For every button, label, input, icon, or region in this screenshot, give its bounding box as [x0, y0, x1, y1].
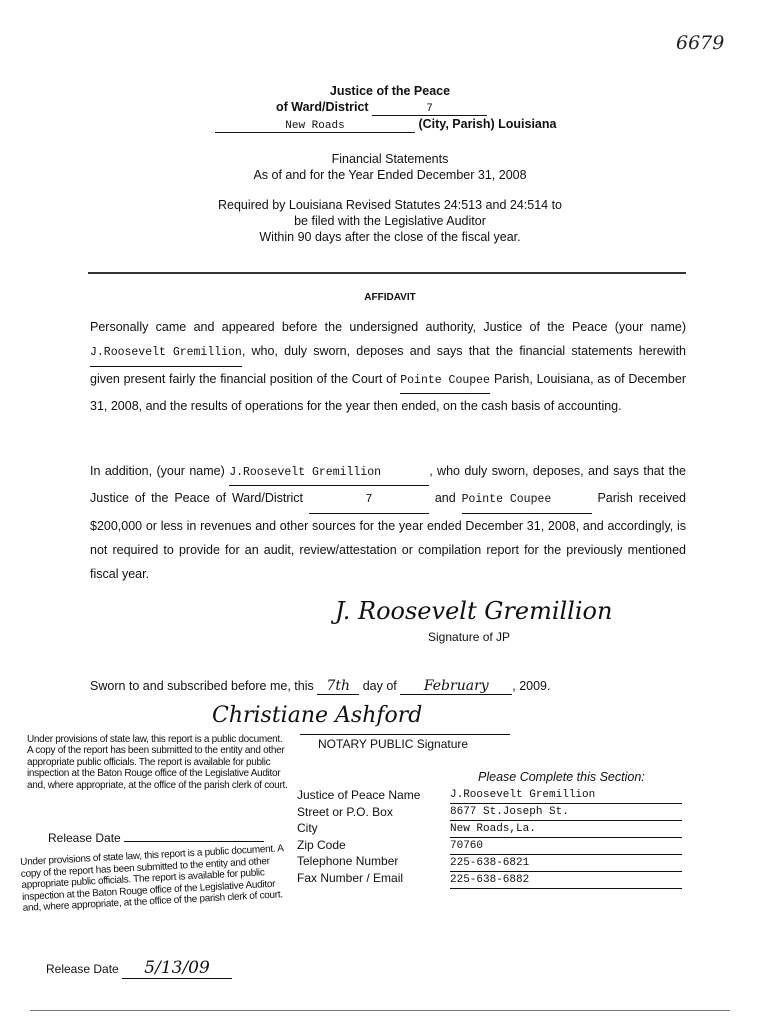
contact-label-city: City [297, 821, 318, 836]
p2-parish: Pointe Coupee [462, 488, 592, 513]
p2-text-b: , who duly sworn, deposes, and says that the Justice of the Peace of Ward/District [90, 464, 687, 506]
notary-signature: Christiane Ashford [212, 703, 423, 728]
release-date-2 [46, 958, 232, 979]
ward-line [276, 100, 487, 116]
statute-line-3: Within 90 days after the close of the fiscal year. [259, 230, 521, 244]
sworn-text-b: day of [362, 679, 397, 693]
p2-name: J.Roosevelt Gremillion [229, 461, 429, 486]
sworn-year: , 2009. [512, 679, 551, 693]
contact-value-city: New Roads,La. [450, 821, 682, 838]
contact-label-phone: Telephone Number [297, 854, 399, 869]
p2-ward: 7 [309, 488, 429, 513]
page-number-handwritten: 6679 [676, 32, 725, 54]
contact-heading: Please Complete this Section: [478, 770, 645, 784]
p1-name: J.Roosevelt Gremillion [90, 341, 242, 366]
contact-label-zip: Zip Code [297, 837, 346, 852]
ward-value: 7 [372, 103, 487, 116]
public-notice-2: Under provisions of state law, this report is a public document. A copy of the report has been submitted to the entity and other appropriate public officials. The report is available for public inspection at the Baton Rouge office of the Legislative Auditor and, where appropriate, at the office of the parish clerk of court. [20, 843, 284, 915]
release-date-label-2: Release Date [46, 962, 119, 976]
contact-value-name: J.Roosevelt Gremillion [450, 787, 682, 804]
sworn-text-a: Sworn to and subscribed before me, this [90, 679, 314, 693]
statute-line-1: Required by Louisiana Revised Statutes 24:513 and 24:514 to [218, 198, 562, 212]
contact-value-street: 8677 St.Joseph St. [450, 804, 682, 821]
divider [88, 272, 686, 274]
statement-period: As of and for the Year Ended December 31, 2008 [253, 168, 527, 182]
affidavit-paragraph-2 [90, 459, 686, 586]
contact-values [450, 787, 682, 889]
sworn-day: 7th [317, 678, 359, 695]
contact-label-fax: Fax Number / Email [297, 870, 404, 885]
public-notice-1: Under provisions of state law, this report is a public document. A copy of the report has been submitted to the entity and other appropriate public officials. The report is available for public inspection at the Baton Rouge office of the Legislative Auditor and, where appropriate, at the office of the parish clerk of court. [27, 734, 288, 791]
contact-labels [297, 787, 420, 887]
release-date-label-1: Release Date [48, 831, 121, 845]
city-line [215, 117, 556, 133]
release-date-value-2: 5/13/09 [122, 958, 232, 979]
p1-text-a: Personally came and appeared before the undersigned authority, Justice of the Peace (your name) [90, 320, 686, 334]
city-value: New Roads [215, 120, 415, 133]
statute-line-2: be filed with the Legislative Auditor [294, 214, 486, 228]
release-date-value-1 [124, 828, 264, 842]
contact-label-street: Street or P.O. Box [297, 804, 393, 819]
contact-label-name: Justice of Peace Name [297, 788, 421, 802]
contact-value-fax: 225-638-6882 [450, 872, 682, 889]
p2-text-a: In addition, (your name) [90, 464, 225, 478]
contact-value-zip: 70760 [450, 838, 682, 855]
jp-signature-label: Signature of JP [428, 630, 511, 644]
p1-parish: Pointe Coupee [400, 369, 490, 394]
p2-text-d: Parish received $200,000 or less in revenues and other sources for the year ended December 31, 2008, and accordingly, is not required to provide for an audit, review/attestation or compilation report for the previously mentioned fiscal year. [90, 491, 687, 582]
jp-signature: J. Roosevelt Gremillion [335, 597, 613, 625]
notary-signature-line [300, 734, 510, 735]
p2-text-c: and [434, 491, 456, 506]
p1-text-b: , who, duly sworn, deposes and says that the financial statements herewith given present fairly the financial position of the Court of [90, 344, 686, 386]
sworn-month: February [400, 678, 512, 695]
p1-text-c: Parish, Louisiana, as of December 31, 2008, and the results of operations for the year then ended, on the cash basis of accounting. [90, 371, 686, 413]
affidavit-heading: AFFIDAVIT [364, 292, 416, 303]
sworn-line [90, 678, 550, 695]
city-label: (City, Parish) Louisiana [418, 117, 557, 131]
affidavit-paragraph-1 [90, 315, 686, 418]
document-title: Justice of the Peace [329, 84, 451, 98]
statement-title: Financial Statements [331, 152, 449, 166]
release-date-1 [48, 828, 264, 845]
bottom-scan-line [30, 1010, 730, 1011]
ward-label: of Ward/District [276, 100, 369, 114]
contact-value-phone: 225-638-6821 [450, 855, 682, 872]
notary-signature-label: NOTARY PUBLIC Signature [318, 737, 469, 751]
